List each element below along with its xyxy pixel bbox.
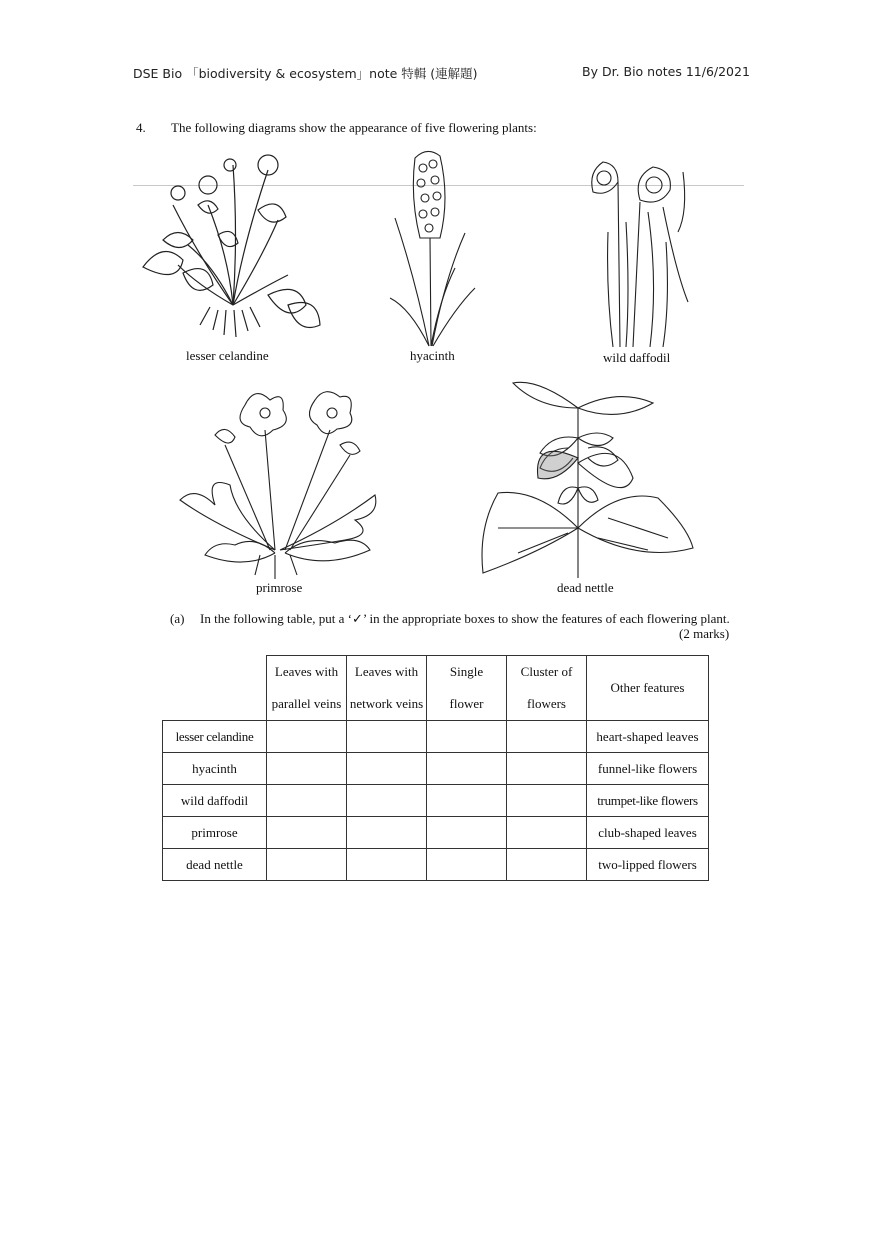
column-header: Leaves with network veins xyxy=(347,656,427,721)
plant-name-cell: lesser celandine xyxy=(163,721,267,753)
table-row xyxy=(163,817,709,849)
table-row xyxy=(163,849,709,881)
column-header: Leaves with parallel veins xyxy=(267,656,347,721)
wild-daffodil-illustration xyxy=(578,152,698,352)
tick-box[interactable] xyxy=(427,849,507,881)
tick-box[interactable] xyxy=(267,753,347,785)
column-header: Cluster of flowers xyxy=(507,656,587,721)
tick-box[interactable] xyxy=(427,753,507,785)
tick-box[interactable] xyxy=(347,753,427,785)
tick-box[interactable] xyxy=(347,817,427,849)
plant-name-cell: dead nettle xyxy=(163,849,267,881)
table-header-row xyxy=(163,656,709,721)
plant-name-cell: hyacinth xyxy=(163,753,267,785)
tick-box[interactable] xyxy=(347,721,427,753)
other-feature-cell: trumpet-like flowers xyxy=(587,785,709,817)
table-corner-cell xyxy=(163,656,267,721)
tick-box[interactable] xyxy=(347,849,427,881)
plant-name-cell: primrose xyxy=(163,817,267,849)
part-a-label: (a) xyxy=(170,611,185,626)
plant-caption: dead nettle xyxy=(557,580,614,595)
question-number: 4. xyxy=(136,120,146,135)
tick-box[interactable] xyxy=(507,849,587,881)
other-feature-cell: funnel-like flowers xyxy=(587,753,709,785)
tick-box[interactable] xyxy=(267,849,347,881)
tick-box[interactable] xyxy=(267,785,347,817)
part-a-marks: (2 marks) xyxy=(679,626,730,641)
tick-box[interactable] xyxy=(427,785,507,817)
page-header-title: DSE Bio 「biodiversity & ecosystem」note 特輯 (連解題) xyxy=(133,66,478,81)
plant-name-cell: wild daffodil xyxy=(163,785,267,817)
table-row xyxy=(163,753,709,785)
table-row xyxy=(163,785,709,817)
question-text: The following diagrams show the appearance of five flowering plants: xyxy=(171,120,537,135)
hyacinth-illustration xyxy=(385,148,480,348)
other-feature-cell: two-lipped flowers xyxy=(587,849,709,881)
column-header: Single flower xyxy=(427,656,507,721)
other-feature-cell: club-shaped leaves xyxy=(587,817,709,849)
tick-box[interactable] xyxy=(267,817,347,849)
plant-caption: primrose xyxy=(256,580,303,595)
tick-box[interactable] xyxy=(507,817,587,849)
lesser-celandine-illustration xyxy=(138,145,328,345)
table-row xyxy=(163,721,709,753)
plant-caption: hyacinth xyxy=(410,348,455,363)
features-table xyxy=(162,655,709,881)
primrose-illustration xyxy=(175,385,385,580)
part-a-instruction: In the following table, put a ‘✓’ in the appropriate boxes to show the features of each flowering plant. xyxy=(200,611,730,626)
dead-nettle-illustration xyxy=(478,378,696,578)
tick-box[interactable] xyxy=(347,785,427,817)
plant-caption: lesser celandine xyxy=(186,348,269,363)
tick-box[interactable] xyxy=(267,721,347,753)
other-feature-cell: heart-shaped leaves xyxy=(587,721,709,753)
tick-box[interactable] xyxy=(507,753,587,785)
page-header-author-date: By Dr. Bio notes 11/6/2021 xyxy=(582,64,750,79)
tick-box[interactable] xyxy=(427,817,507,849)
tick-box[interactable] xyxy=(507,721,587,753)
tick-box[interactable] xyxy=(507,785,587,817)
column-header: Other features xyxy=(587,656,709,721)
tick-box[interactable] xyxy=(427,721,507,753)
plant-caption: wild daffodil xyxy=(603,350,671,365)
